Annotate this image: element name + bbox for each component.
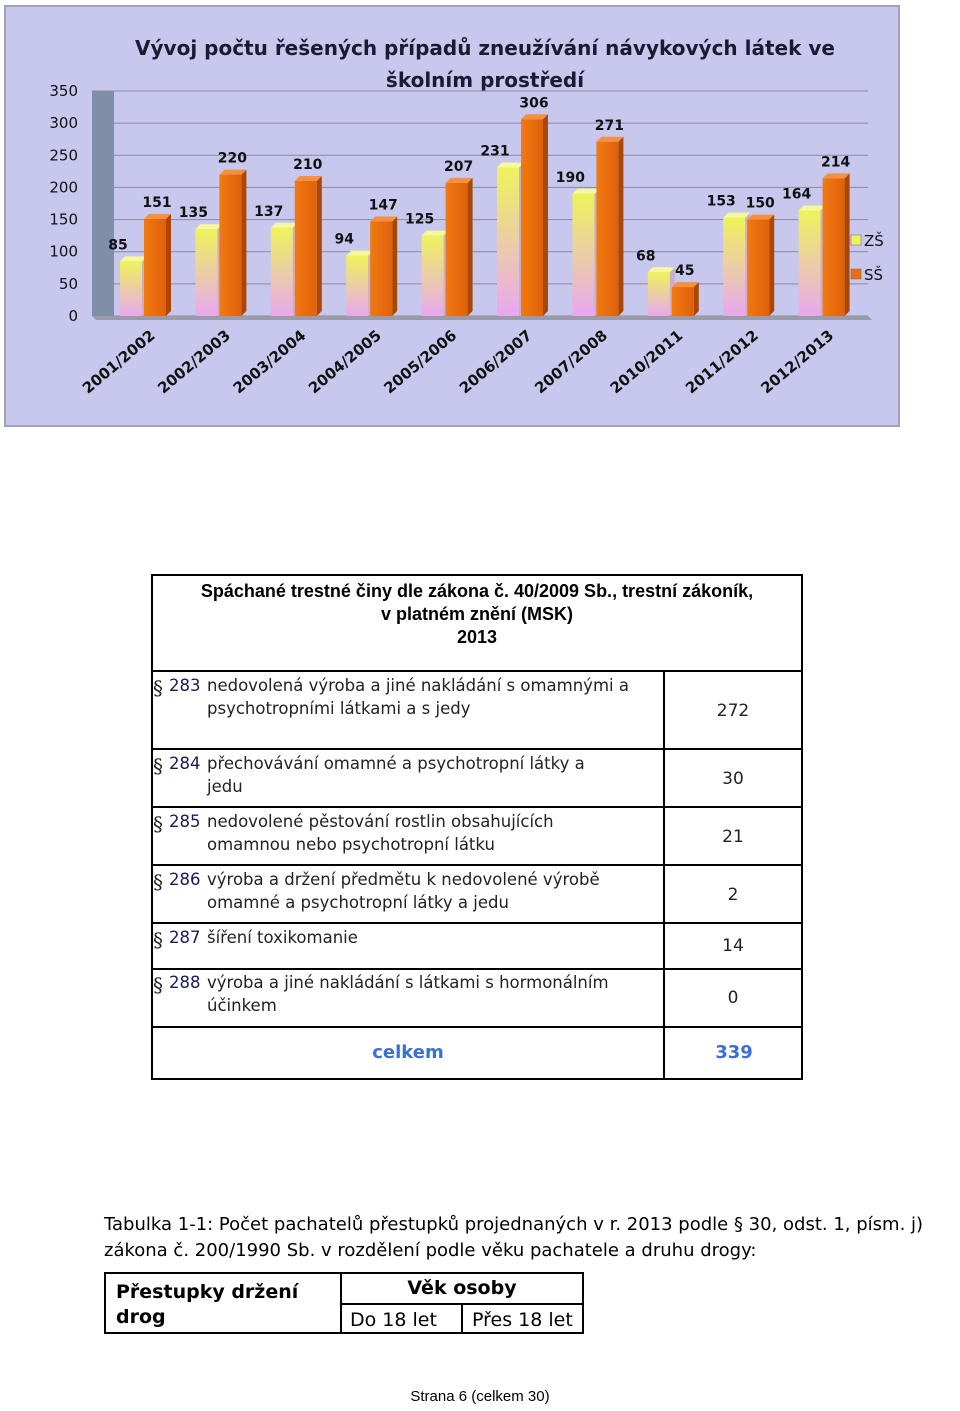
data-label: 125 — [404, 211, 435, 228]
bar-zs — [497, 168, 519, 317]
bar-ss — [596, 142, 618, 316]
bar-side — [769, 215, 774, 316]
y-tick-label: 300 — [49, 114, 78, 133]
bar-side — [543, 114, 548, 316]
data-label: 190 — [555, 169, 586, 186]
caption-line-1: Tabulka 1-1: Počet pachatelů přestupků projednaných v r. 2013 podle § 30, odst. 1, písm. j) — [104, 1214, 924, 1235]
paragraph-symbol: § — [153, 928, 163, 952]
x-tick-label: 2006/2007 — [455, 326, 536, 398]
legend-label: SŠ — [864, 266, 884, 284]
bar-ss — [446, 183, 468, 316]
corner-header-line-1: Přestupky držení — [116, 1281, 299, 1303]
data-label: 271 — [594, 117, 625, 134]
x-tick-label: 2007/2008 — [531, 326, 611, 398]
section-number: 284 — [169, 754, 201, 773]
x-tick-label: 2001/2002 — [78, 326, 159, 398]
x-tick-label: 2004/2005 — [305, 326, 385, 398]
bar-ss — [747, 220, 769, 316]
section-text-line-2: účinkem — [207, 996, 277, 1015]
data-label: 85 — [108, 237, 128, 254]
caption-line-2: zákona č. 200/1990 Sb. v rozdělení podle věku pachatele a druhu drogy: — [104, 1240, 757, 1261]
section-number: 285 — [169, 812, 201, 831]
paragraph-symbol: § — [153, 676, 163, 700]
data-label: 94 — [334, 231, 354, 248]
section-text-line-1: výroba a jiné nakládání s látkami s hormonálním — [207, 973, 609, 992]
page-footer: Strana 6 (celkem 30) — [410, 1388, 550, 1405]
section-value: 30 — [722, 769, 744, 789]
divider — [663, 748, 801, 750]
divider — [461, 1303, 463, 1332]
section-number: 288 — [169, 973, 201, 992]
data-label: 137 — [254, 203, 284, 220]
chart-panel — [4, 5, 900, 427]
bar-side — [392, 217, 397, 317]
bar-zs — [422, 236, 444, 316]
section-value: 14 — [722, 936, 744, 956]
bar-zs — [648, 272, 670, 316]
section-number: 286 — [169, 870, 201, 889]
data-label: 210 — [293, 157, 323, 173]
x-tick-label: 2003/2004 — [229, 326, 310, 398]
column-under-18: Do 18 let — [350, 1309, 437, 1331]
x-tick-label: 2011/2012 — [682, 326, 762, 398]
data-label: 147 — [368, 197, 398, 214]
header-line-1: Spáchané trestné činy dle zákona č. 40/2009 Sb., trestní zákoník, — [200, 581, 754, 601]
paragraph-symbol: § — [153, 870, 163, 894]
section-value: 21 — [722, 827, 744, 847]
corner-header-line-2: drog — [116, 1306, 166, 1328]
chart-floor — [92, 316, 872, 320]
divider — [153, 1026, 801, 1028]
bar-ss — [144, 219, 166, 316]
paragraph-symbol: § — [153, 812, 163, 836]
bar-side — [845, 173, 850, 316]
legend-swatch — [851, 235, 861, 245]
paragraph-symbol: § — [153, 754, 163, 778]
divider — [153, 806, 801, 808]
data-label: 153 — [706, 193, 736, 210]
divider — [153, 670, 801, 672]
bar-zs — [271, 228, 293, 316]
column-over-18: Přes 18 let — [472, 1309, 573, 1331]
section-text-line-2: omamnou nebo psychotropní látku — [207, 835, 495, 854]
divider — [153, 748, 663, 750]
divider — [153, 968, 801, 970]
section-text-line-1: nedovolená výroba a jiné nakládání s omamnými a — [207, 676, 629, 695]
section-value: 272 — [716, 701, 750, 721]
drug-offences-table — [104, 1272, 584, 1334]
y-tick-label: 150 — [49, 210, 78, 229]
header-line-3: 2013 — [456, 627, 498, 647]
data-label: 135 — [178, 205, 209, 222]
bar-zs — [572, 194, 594, 316]
section-text-line-1: přechovávání omamné a psychotropní látky a — [207, 754, 585, 773]
age-group-header: Věk osoby — [407, 1277, 517, 1299]
section-text-line-2: psychotropními látkami a s jedy — [207, 699, 471, 718]
section-value: 2 — [727, 885, 739, 905]
bar-ss — [672, 287, 694, 316]
bar-chart — [6, 7, 898, 425]
divider — [153, 864, 801, 866]
bar-zs — [799, 211, 821, 316]
y-tick-label: 200 — [49, 178, 78, 197]
data-label: 207 — [443, 158, 474, 175]
section-text-line-2: jedu — [207, 777, 243, 796]
legend — [851, 231, 884, 284]
chart-title-line-1: Vývoj počtu řešených případů zneužívání návykových látek ve — [135, 36, 835, 60]
bar-side — [241, 170, 246, 316]
section-text-line-1: nedovolené pěstování rostlin obsahujících — [207, 812, 554, 831]
bar-ss — [295, 181, 317, 316]
bar-zs — [346, 256, 368, 316]
total-label: celkem — [372, 1042, 444, 1063]
bar-side — [618, 137, 623, 316]
bar-ss — [521, 119, 543, 316]
section-number: 287 — [169, 928, 201, 947]
section-text-line-2: omamné a psychotropní látky a jedu — [207, 893, 509, 912]
y-tick-label: 0 — [68, 307, 78, 325]
data-label: 214 — [820, 154, 851, 171]
section-text-line-1: výroba a držení předmětu k nedovolené výrobě — [207, 870, 600, 889]
data-label: 306 — [519, 95, 549, 112]
data-label: 164 — [781, 186, 812, 203]
data-label: 231 — [480, 143, 510, 160]
bar-zs — [195, 229, 217, 316]
x-tick-label: 2010/2011 — [606, 326, 687, 398]
data-label: 45 — [675, 263, 695, 280]
chart-side-wall — [92, 91, 114, 316]
criminal-offences-table — [151, 574, 803, 1080]
legend-swatch — [851, 269, 861, 279]
section-text-line-1: šíření toxikomanie — [207, 928, 358, 947]
x-axis-labels — [79, 326, 837, 397]
table-header — [153, 576, 801, 670]
bar-zs — [120, 261, 142, 316]
bar-ss — [219, 175, 241, 316]
x-tick-label: 2005/2006 — [380, 326, 461, 398]
y-tick-label: 350 — [49, 82, 78, 100]
y-tick-label: 50 — [58, 274, 78, 293]
divider — [153, 922, 801, 924]
header-line-2: v platném znění (MSK) — [380, 604, 573, 624]
bar-side — [166, 214, 171, 316]
y-tick-label: 100 — [49, 242, 78, 261]
chart-title-line-2: školním prostředí — [385, 68, 585, 92]
data-label: 150 — [745, 195, 775, 212]
divider — [663, 670, 665, 1026]
data-label: 151 — [142, 194, 172, 211]
bar-ss — [823, 178, 845, 316]
data-label: 68 — [636, 248, 656, 265]
x-tick-label: 2002/2003 — [154, 326, 234, 398]
y-tick-label: 250 — [49, 146, 78, 165]
section-number: 283 — [169, 676, 201, 695]
bar-side — [694, 282, 699, 316]
bar-ss — [370, 222, 392, 317]
bar-side — [317, 176, 322, 316]
bar-zs — [723, 218, 745, 316]
table-caption — [104, 1212, 960, 1264]
legend-label: ZŠ — [864, 232, 884, 250]
x-tick-label: 2012/2013 — [757, 326, 838, 398]
section-value: 0 — [727, 988, 739, 1008]
paragraph-symbol: § — [153, 973, 163, 997]
total-value: 339 — [715, 1042, 753, 1063]
bar-side — [468, 178, 473, 316]
data-label: 220 — [217, 150, 248, 167]
